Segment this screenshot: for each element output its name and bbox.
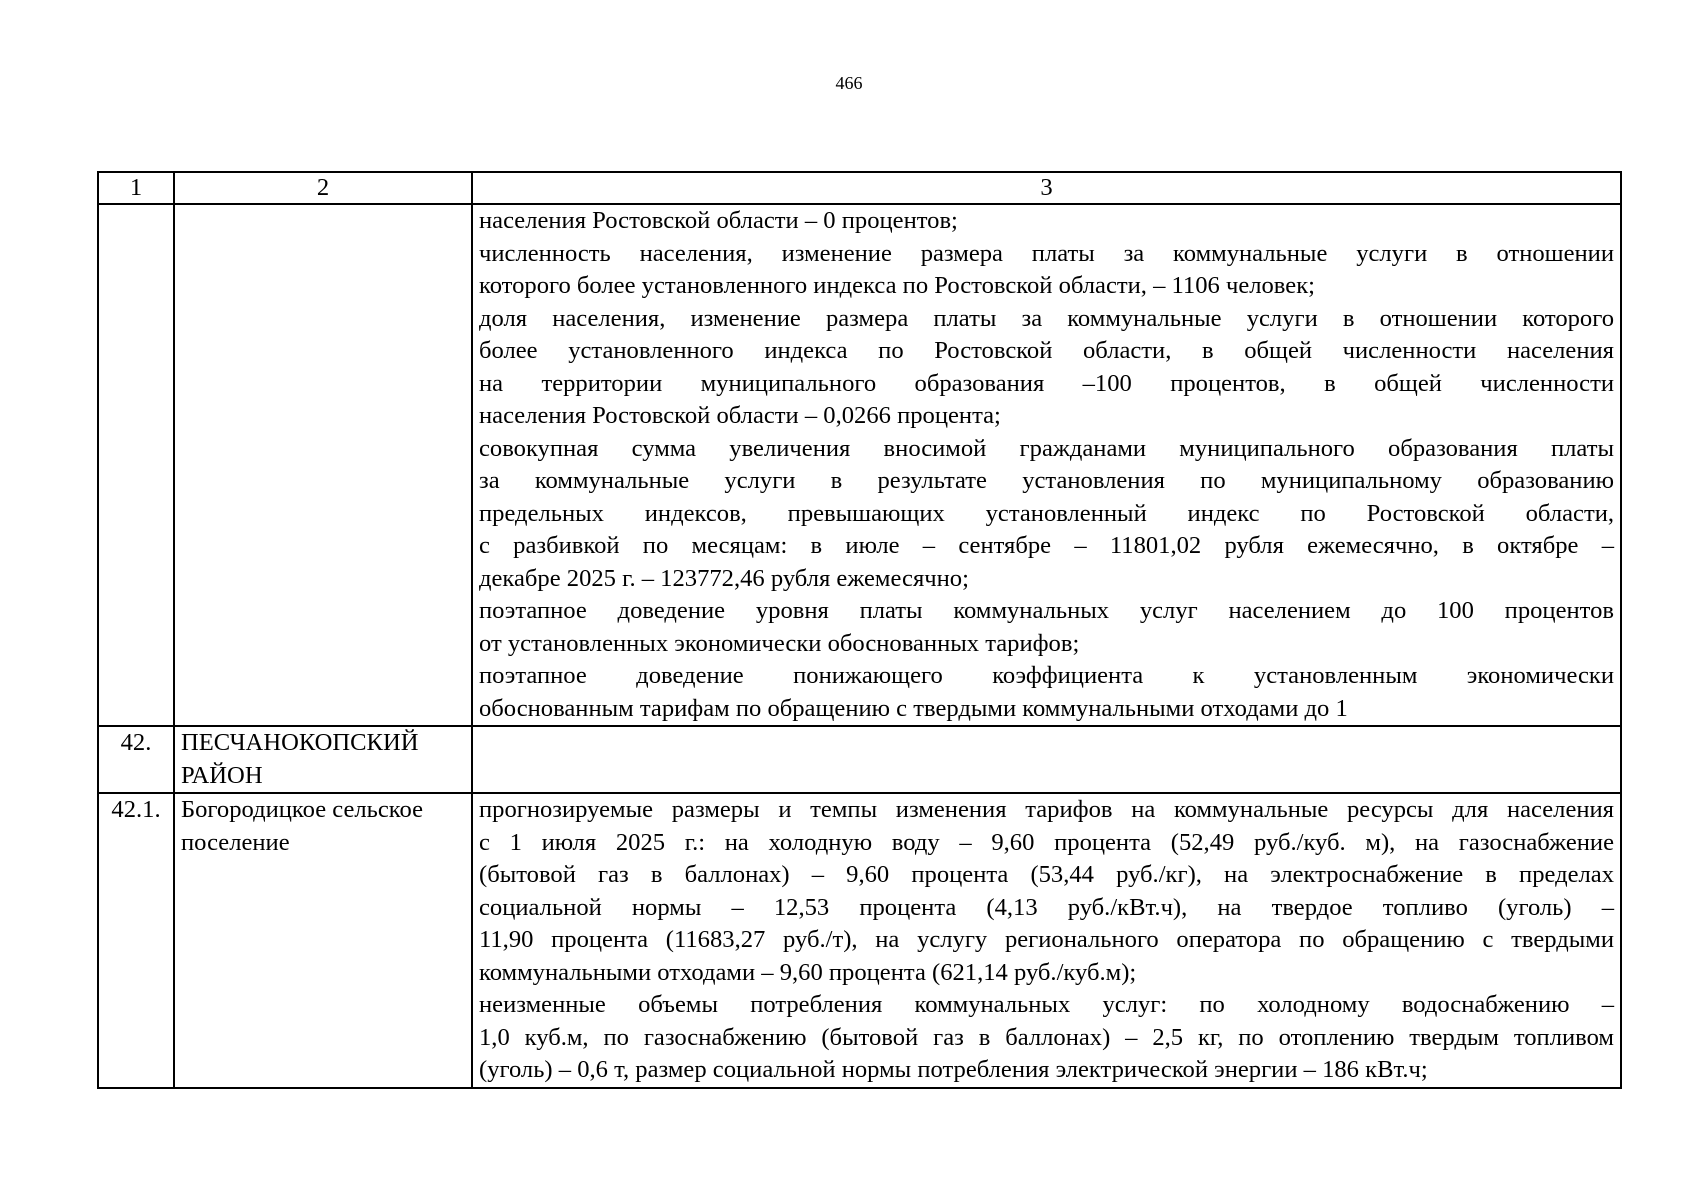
table-row-continuation (98, 204, 1621, 726)
document-table (97, 171, 1622, 1089)
column-header-2: 2 (174, 172, 472, 204)
paragraph-line: предельных индексов, превышающих установленный индекс по Ростовской области, (479, 499, 1614, 527)
column-header-3: 3 (472, 172, 1621, 204)
paragraph-line: от установленных экономически обоснованных тарифов; (479, 629, 1080, 657)
paragraph-line: (бытовой газ в баллонах) – 9,60 процента (53,44 руб./кг), на электроснабжение в пределах (479, 861, 1614, 888)
table-row-district (98, 726, 1621, 793)
paragraph-line: (уголь) – 0,6 т, размер социальной нормы потребления электрической энергии – 186 кВт.ч; (479, 1056, 1428, 1083)
paragraph-line: 11,90 процента (11683,27 руб./т), на услугу регионального оператора по обращению с твердыми (479, 926, 1614, 953)
paragraph-line: неизменные объемы потребления коммунальных услуг: по холодному водоснабжению – (479, 991, 1614, 1018)
paragraph-line: населения Ростовской области – 0 процентов; (479, 207, 958, 234)
paragraph-line: 1,0 куб.м, по газоснабжению (бытовой газ в баллонах) – 2,5 кг, по отоплению твердым топливом (479, 1023, 1614, 1051)
settlement-number: 42.1. (98, 793, 174, 1088)
table-row-settlement (98, 793, 1621, 1088)
paragraph-line: с разбивкой по месяцам: в июле – сентябре – 11801,02 рубля ежемесячно, в октябре – (479, 532, 1614, 559)
column-header-1: 1 (98, 172, 174, 204)
district-number: 42. (98, 726, 174, 793)
settlement-text-cell (472, 793, 1621, 1088)
table-header-row (98, 172, 1621, 204)
paragraph-line: численность населения, изменение размера платы за коммунальные услуги в отношении (479, 239, 1614, 267)
paragraph-line: на территории муниципального образования –100 процентов, в общей численности (479, 369, 1614, 397)
paragraph-line: коммунальными отходами – 9,60 процента (621,14 руб./куб.м); (479, 958, 1137, 986)
district-name (174, 726, 472, 793)
paragraph-line: с 1 июля 2025 г.: на холодную воду – 9,60 процента (52,49 руб./куб. м), на газоснабжение (479, 828, 1614, 856)
paragraph-line: которого более установленного индекса по Ростовской области, – 1106 человек; (479, 272, 1315, 299)
paragraph-line: населения Ростовской области – 0,0266 процента; (479, 402, 1001, 429)
district-text-cell (472, 726, 1621, 793)
continuation-number-cell (98, 204, 174, 726)
paragraph-line: декабре 2025 г. – 123772,46 рубля ежемесячно; (479, 564, 969, 592)
settlement-name (174, 793, 472, 1088)
paragraph-line: доля населения, изменение размера платы за коммунальные услуги в отношении которого (479, 304, 1614, 332)
continuation-name-cell (174, 204, 472, 726)
paragraph-line: поэтапное доведение уровня платы коммунальных услуг населением до 100 процентов (479, 597, 1614, 624)
name-line: ПЕСЧАНОКОПСКИЙ (181, 729, 419, 756)
name-line: поселение (181, 828, 290, 856)
paragraph-line: совокупная сумма увеличения вносимой гражданами муниципального образования платы (479, 434, 1614, 462)
continuation-text-cell (472, 204, 1621, 726)
paragraph-line: за коммунальные услуги в результате установления по муниципальному образованию (479, 467, 1614, 494)
paragraph-line: социальной нормы – 12,53 процента (4,13 руб./кВт.ч), на твердое топливо (уголь) – (479, 893, 1614, 921)
paragraph-line: обоснованным тарифам по обращению с твердыми коммунальными отходами до 1 (479, 694, 1348, 722)
name-line: РАЙОН (181, 761, 263, 789)
name-line: Богородицкое сельское (181, 796, 424, 823)
paragraph-line: поэтапное доведение понижающего коэффициента к установленным экономически (479, 662, 1614, 689)
paragraph-line: прогнозируемые размеры и темпы изменения тарифов на коммунальные ресурсы для населения (479, 796, 1614, 823)
page-number: 466 (835, 73, 863, 93)
paragraph-line: более установленного индекса по Ростовской области, в общей численности населения (479, 337, 1614, 364)
